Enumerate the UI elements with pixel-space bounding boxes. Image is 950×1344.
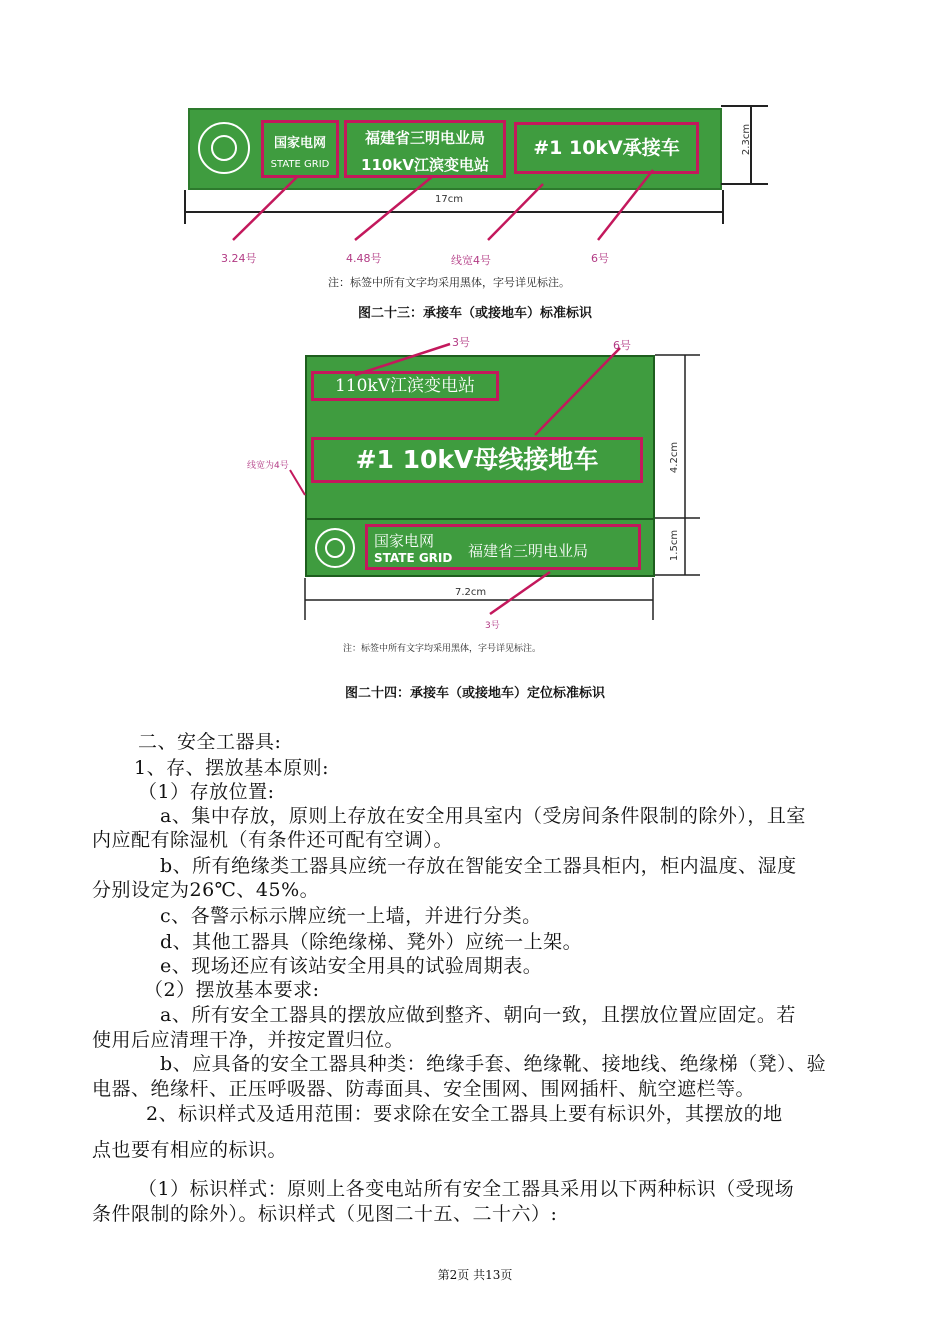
paragraph-line: 2、标识样式及适用范围：要求除在安全工器具上要有标识外，其摆放的地 — [146, 1103, 783, 1125]
figure-note: 注：标签中所有文字均采用黑体，字号详见标注。 — [343, 644, 542, 654]
paragraph-line: 点也要有相应的标识。 — [92, 1139, 288, 1161]
paragraph-line: a、集中存放，原则上存放在安全用具室内（受房间条件限制的除外），且室 — [160, 805, 806, 827]
callout-label: 线宽4号 — [451, 254, 491, 267]
upper-height-dimension: 4.2cm — [669, 441, 681, 474]
callout-label: 6号 — [613, 339, 631, 352]
paragraph-line: e、现场还应有该站安全用具的试验周期表。 — [160, 955, 543, 977]
paragraph-line: 分别设定为26℃、45%。 — [92, 879, 320, 901]
callout-label: 3号 — [485, 621, 500, 631]
figure-24 — [245, 330, 705, 665]
brand-en: STATE GRID — [374, 551, 453, 565]
paragraph-line: 内应配有除湿机（有条件还可配有空调）。 — [92, 829, 454, 851]
paragraph-line: c、各警示标示牌应统一上墙，并进行分类。 — [160, 905, 542, 927]
brand-en: STATE GRID — [270, 159, 330, 170]
fig24-annotations — [245, 330, 705, 665]
section-heading: 二、安全工器具: — [138, 731, 282, 753]
vehicle-label-box: #1 10kV承接车 — [514, 122, 699, 174]
figure-caption: 图二十四：承接车（或接地车）定位标准标识 — [344, 686, 605, 701]
paragraph-line: b、应具备的安全工器具种类：绝缘手套、绝缘靴、接地线、绝缘梯（凳）、验 — [160, 1053, 827, 1075]
subsection-heading: 1、存、摆放基本原则: — [134, 757, 329, 779]
lower-height-dimension: 1.5cm — [669, 529, 681, 562]
figure-note: 注：标签中所有文字均采用黑体，字号详见标注。 — [328, 276, 570, 289]
callout-label: 6号 — [591, 252, 609, 265]
paragraph-line: 条件限制的除外）。标识样式（见图二十五、二十六）: — [92, 1203, 558, 1225]
figure-23 — [183, 104, 773, 296]
paragraph-line: a、所有安全工器具的摆放应做到整齐、朝向一致，且摆放位置应固定。若 — [160, 1004, 796, 1026]
page-footer: 第2页 共13页 — [437, 1268, 513, 1282]
callout-label: 4.48号 — [346, 252, 382, 265]
org-name: 福建省三明电业局 — [468, 542, 589, 560]
width-dimension: 7.2cm — [455, 587, 487, 598]
paragraph-line: b、所有绝缘类工器具应统一存放在智能安全工器具柜内，柜内温度、湿度 — [160, 855, 797, 877]
callout-label: 线宽为4号 — [247, 461, 289, 471]
paragraph-line: d、其他工器具（除绝缘梯、凳外）应统一上架。 — [160, 931, 583, 953]
station-box: 110kV江滨变电站 — [311, 371, 499, 401]
vehicle-title-box: #1 10kV母线接地车 — [311, 437, 643, 483]
callout-label: 3.24号 — [221, 252, 257, 265]
brand-cn: 国家电网 — [374, 532, 435, 550]
org-name: 福建省三明电业局 — [364, 129, 485, 147]
item-heading: （1）存放位置: — [138, 781, 275, 803]
paragraph-line: 使用后应清理干净，并按定置归位。 — [92, 1029, 405, 1051]
paragraph-line: （1）标识样式：原则上各变电站所有安全工器具采用以下两种标识（受现场 — [138, 1178, 795, 1200]
height-dimension: 2.3cm — [741, 123, 753, 156]
brand-cn: 国家电网 — [273, 136, 326, 151]
width-dimension: 17cm — [435, 194, 463, 205]
item-heading: （2）摆放基本要求: — [144, 979, 320, 1001]
callout-label: 3号 — [452, 336, 470, 349]
figure-caption: 图二十三：承接车（或接地车）标准标识 — [357, 306, 592, 321]
station-name: 110kV江滨变电站 — [361, 156, 489, 174]
paragraph-line: 电器、绝缘杆、正压呼吸器、防毒面具、安全围网、围网插杆、航空遮栏等。 — [92, 1078, 756, 1100]
